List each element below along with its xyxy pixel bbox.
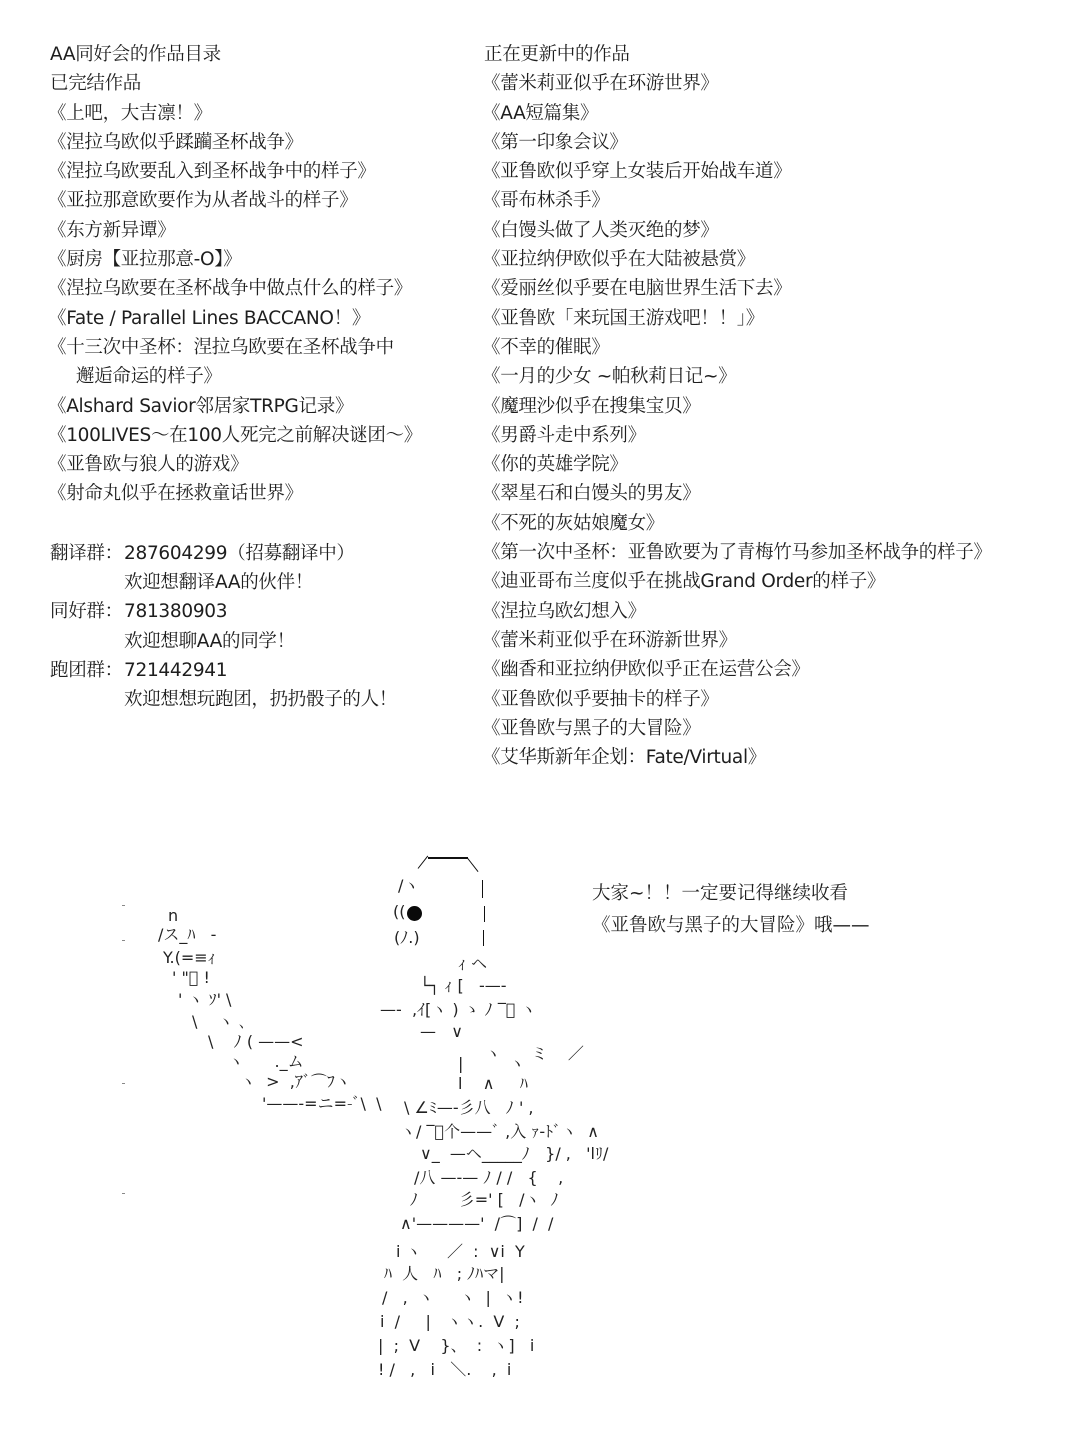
work-title: 《Alshard Savior邻居家TRPG记录》 xyxy=(48,395,354,417)
ascii-art-line: ヽ ミ ／ xyxy=(485,1044,584,1063)
speech-line-2: 《亚鲁欧与黑子的大冒险》哦—— xyxy=(592,915,870,936)
ascii-art-line: ヽ ._ム xyxy=(228,1052,304,1071)
margin-tick xyxy=(122,1193,125,1194)
work-title: 《第一印象会议》 xyxy=(482,131,628,153)
work-title: 《涅拉乌欧要在圣杯战争中做点什么的样子》 xyxy=(48,278,413,300)
head-left-slope xyxy=(418,856,429,869)
ascii-art-line: ヽ/ ‾ﾞ个——ﾞ ,入 ｧ-ﾄﾞヽ ∧ xyxy=(400,1122,599,1141)
work-title: 《魔理沙似乎在搜集宝贝》 xyxy=(482,395,701,417)
ascii-art-line: '——-=ニ=-ﾞ\ \ xyxy=(262,1094,382,1113)
work-title: 《东方新异谭》 xyxy=(48,219,176,241)
group-note: 欢迎想聊AA的同学！ xyxy=(124,630,295,652)
ascii-art-line: —- ,ｲ[ヽ ) ゝ ﾉ ‾ﾞ ヽ xyxy=(380,1000,537,1019)
work-title: 《十三次中圣杯：涅拉乌欧要在圣杯战争中 xyxy=(48,336,394,358)
ascii-art-line: Y.(=≡ｨ xyxy=(163,948,216,967)
head-right-slope xyxy=(467,857,479,872)
head-back-line-1 xyxy=(482,880,483,898)
work-title: 《射命丸似乎在拯救童话世界》 xyxy=(48,483,303,505)
work-title: 《男爵斗走中系列》 xyxy=(482,424,646,446)
ascii-art-line: ! / , i ＼. , i xyxy=(378,1360,512,1379)
work-title: 《100LIVES～在100人死完之前解决谜团～》 xyxy=(48,424,422,446)
group-note: 欢迎想翻译AA的伙伴！ xyxy=(124,572,314,594)
completed-works-column xyxy=(50,40,470,715)
ascii-art-line: ∨_ —ヘ_____ﾉ }/ , 'lﾘ/ xyxy=(420,1144,609,1163)
work-title: 《一月的少女 ~帕秋莉日记~》 xyxy=(482,366,737,388)
ascii-art-line: ﾉ 彡=' [ /ヽ ﾉ xyxy=(410,1190,559,1209)
margin-tick xyxy=(122,905,125,906)
work-title: 《哥布林杀手》 xyxy=(482,190,610,212)
trpg-group xyxy=(50,656,470,685)
ongoing-heading: 正在更新中的作品 xyxy=(484,44,630,65)
work-title: 《涅拉乌欧似乎蹂躏圣杯战争》 xyxy=(48,131,303,153)
work-title: 《AA短篇集》 xyxy=(482,102,599,124)
ascii-art-line: /ヽ xyxy=(398,876,420,895)
work-title: 《不死的灰姑娘魔女》 xyxy=(482,512,665,534)
ascii-art-line: (ﾉ.) xyxy=(394,928,420,947)
work-title: 《第一次中圣杯：亚鲁欧要为了青梅竹马参加圣杯战争的样子》 xyxy=(482,542,992,564)
work-title: 《厨房【亚拉那意-O】》 xyxy=(48,249,242,271)
group-label: 跑团群： xyxy=(50,659,123,681)
work-title: 《Fate / Parallel Lines BACCANO！》 xyxy=(48,307,371,329)
translation-group xyxy=(50,539,470,568)
completed-heading: 已完结作品 xyxy=(50,73,142,95)
group-number: 721442941 xyxy=(124,659,228,681)
work-title: 《迪亚哥布兰度似乎在挑战Grand Order的样子》 xyxy=(482,571,886,593)
group-number: 781380903 xyxy=(124,601,228,623)
ascii-art-line: ﾊ 人 ﾊ ; ﾉﾊマ| xyxy=(384,1264,505,1283)
work-title: 《蕾米莉亚似乎在环游新世界》 xyxy=(482,629,737,651)
work-title: 《你的英雄学院》 xyxy=(482,454,628,476)
head-back-line-3 xyxy=(483,930,484,946)
work-title: 《亚鲁欧与黑子的大冒险》 xyxy=(482,717,701,739)
work-title: 《幽香和亚拉纳伊欧似乎正在运营公会》 xyxy=(482,659,810,681)
ascii-art-line: ' ヽ ｿ' \ xyxy=(178,990,232,1009)
work-title: 《爱丽丝似乎要在电脑世界生活下去》 xyxy=(482,278,792,300)
work-title: 《亚鲁欧似乎要抽卡的样子》 xyxy=(482,688,719,710)
fan-group xyxy=(50,597,470,626)
work-title: 《白馒头做了人类灭绝的梦》 xyxy=(482,219,719,241)
margin-tick xyxy=(122,940,125,941)
ongoing-works-column xyxy=(484,40,1044,772)
ascii-art-line: | ; V }、 : ヽ] i xyxy=(378,1336,535,1355)
ascii-art-line: /ス_ﾊ - xyxy=(158,925,217,944)
ascii-art-line: i / | ヽヽ. V ; xyxy=(380,1312,520,1331)
work-title: 《艾华斯新年企划：Fate/Virtual》 xyxy=(482,747,766,769)
speech-text xyxy=(592,878,870,942)
group-number: 287604299（招募翻译中） xyxy=(124,542,355,564)
ascii-art-line: l ∧ ﾊ xyxy=(458,1074,528,1093)
ascii-art-line: \ ヽ ､ xyxy=(192,1012,247,1031)
head-back-line-2 xyxy=(484,906,485,922)
work-title: 《亚鲁欧似乎穿上女装后开始战车道》 xyxy=(482,161,792,183)
ascii-art-line: ' "ﾞ ! xyxy=(172,968,210,987)
ascii-art-line: n xyxy=(168,906,179,925)
work-title: 《上吧，大吉凛！》 xyxy=(48,102,212,124)
margin-tick xyxy=(122,1083,125,1084)
work-title: 《亚拉那意欧要作为从者战斗的样子》 xyxy=(48,190,358,212)
ascii-art-line: ｨ ヘ xyxy=(458,954,488,973)
ascii-art-line: — ∨ xyxy=(420,1022,463,1041)
head-top-line xyxy=(428,857,468,859)
ascii-art-line: (( xyxy=(393,902,406,921)
ascii-art-line: ∧'————' /⌒] / / xyxy=(400,1214,554,1233)
work-title: 《亚鲁欧「来玩国王游戏吧！！」》 xyxy=(482,307,764,329)
work-title: 《不幸的催眠》 xyxy=(482,336,610,358)
work-title: 《亚鲁欧与狼人的游戏》 xyxy=(48,454,249,476)
work-title: 《翠星石和白馒头的男友》 xyxy=(482,483,701,505)
ascii-art-line: └┐ ｨ [ ‐—- xyxy=(420,976,507,995)
work-title: 《涅拉乌欧要乱入到圣杯战争中的样子》 xyxy=(48,161,376,183)
speech-line-1: 大家~！！一定要记得继续收看 xyxy=(592,883,849,904)
ascii-art-line: ヽ > ,ｱﾞ⌒ﾌヽ xyxy=(240,1072,351,1091)
catalog-title: AA同好会的作品目录 xyxy=(50,44,221,65)
group-info xyxy=(50,539,470,715)
group-label: 同好群： xyxy=(50,601,123,623)
group-label: 翻译群： xyxy=(50,542,123,564)
ascii-art-line: / , ヽ ヽ | ヽ! xyxy=(382,1288,524,1307)
ascii-art-line: \ ∠ﾐ—-彡八 ﾉ ' , xyxy=(404,1098,534,1117)
eye-icon xyxy=(407,906,422,921)
ascii-art-line: /八 —-— ﾉ / / { , xyxy=(414,1168,564,1187)
work-title: 《涅拉乌欧幻想入》 xyxy=(482,600,646,622)
ascii-art-line: i ヽ ／ : ∨i Y xyxy=(396,1242,525,1261)
group-note: 欢迎想想玩跑团，扔扔骰子的人！ xyxy=(124,689,398,711)
work-title: 《亚拉纳伊欧似乎在大陆被悬赏》 xyxy=(482,249,756,271)
ascii-art-line: \ ﾉ ( ——< xyxy=(208,1032,304,1051)
ascii-art-line: | ヽ xyxy=(458,1054,526,1073)
work-title-continuation: 邂逅命运的样子》 xyxy=(76,366,222,388)
work-title: 《蕾米莉亚似乎在环游世界》 xyxy=(482,73,719,95)
